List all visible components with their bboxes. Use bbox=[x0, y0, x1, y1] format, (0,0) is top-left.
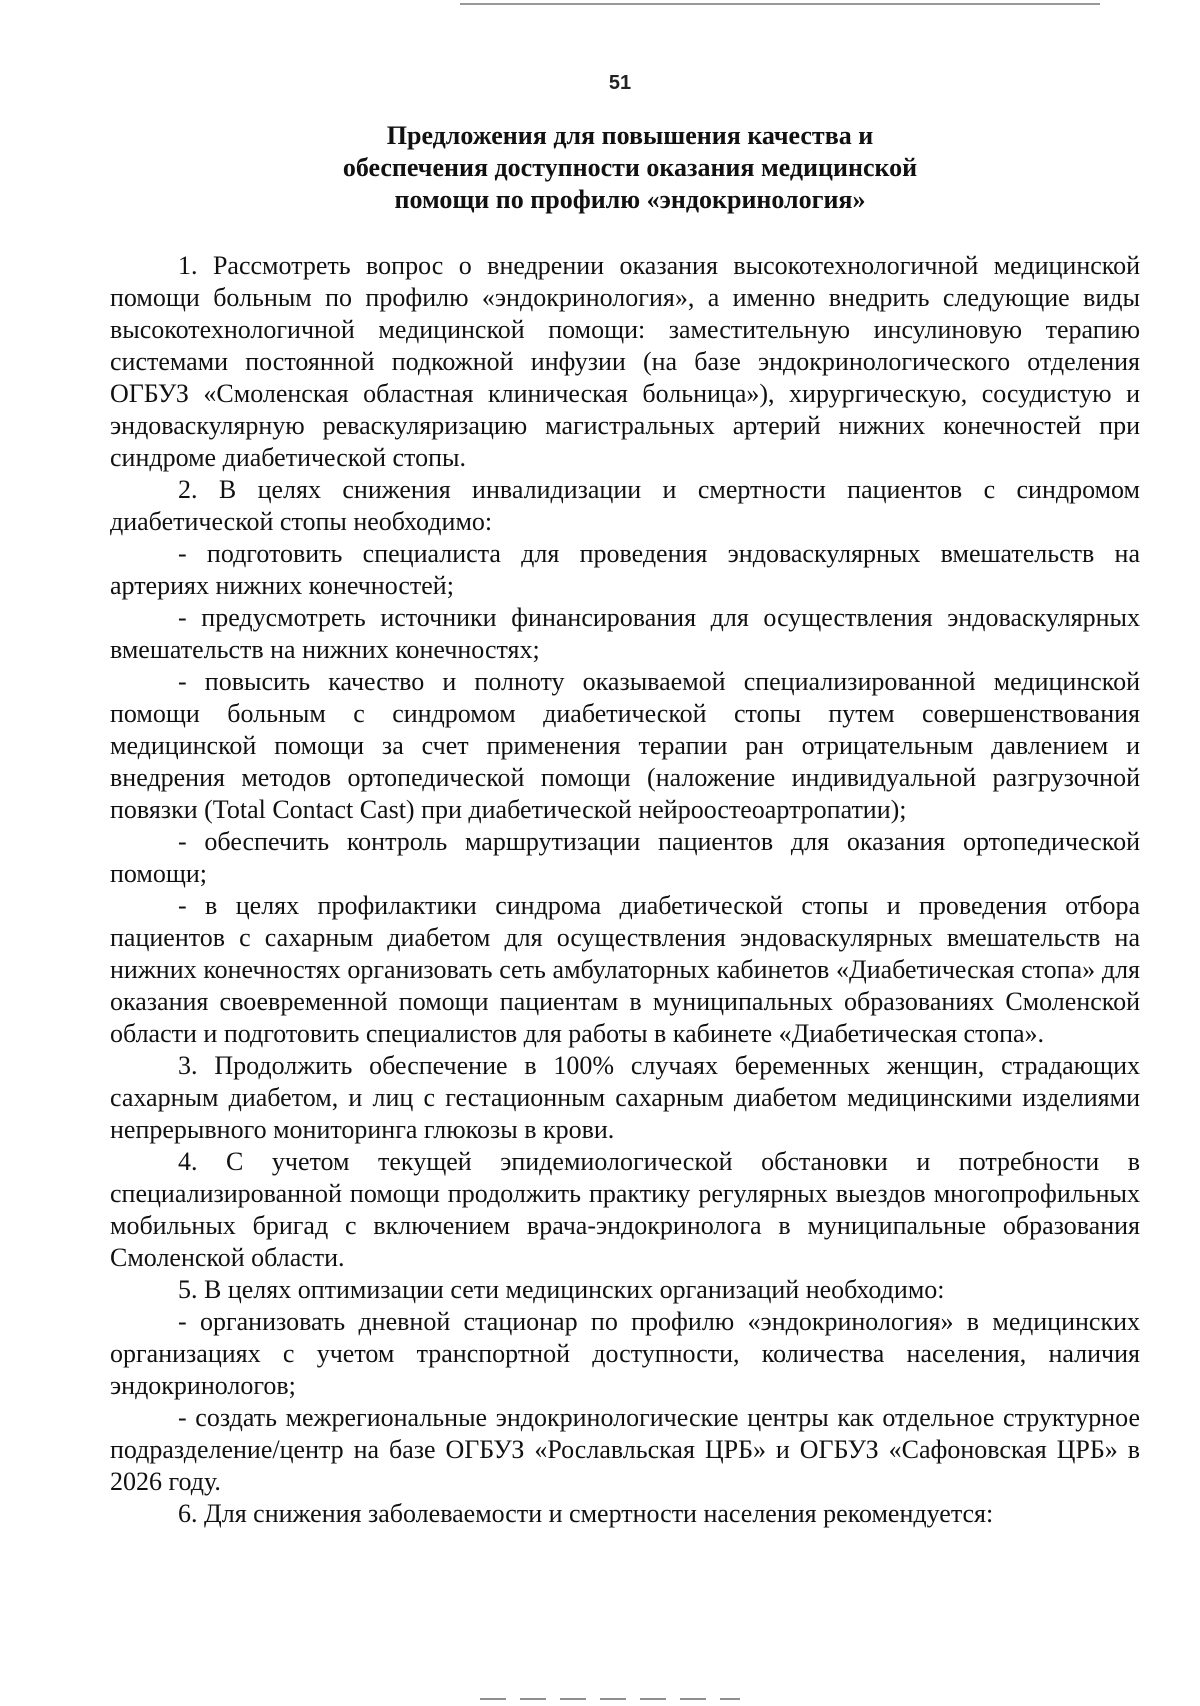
paragraph-4: - предусмотреть источники финансирования для осуществления эндоваскулярных вмешательств на нижних конечностях; bbox=[110, 603, 1140, 664]
page-number: 51 bbox=[608, 72, 632, 94]
paragraph-6: - обеспечить контроль маршрутизации пациентов для оказания ортопедической помощи; bbox=[110, 827, 1140, 888]
document-title bbox=[110, 120, 1150, 216]
paragraph-3: - подготовить специалиста для проведения эндоваскулярных вмешательств на артериях нижних конечностей; bbox=[110, 539, 1140, 600]
paragraph-12: - создать межрегиональные эндокринологические центры как отдельное структурное подразделение/центр на базе ОГБУЗ «Рославльская ЦРБ» и ОГБУЗ «Сафоновская ЦРБ» в 2026 году. bbox=[110, 1403, 1140, 1496]
paragraph-2: 2. В целях снижения инвалидизации и смертности пациентов с синдромом диабетической стопы необходимо: bbox=[110, 475, 1140, 536]
paragraph-1: 1. Рассмотреть вопрос о внедрении оказания высокотехнологичной медицинской помощи больным по профилю «эндокринология», а именно внедрить следующие виды высокотехнологичной медицинской помощи: заместительную инсулиновую терапию системами постоянной подкожной инфузии (на базе эндокринологического отделения ОГБУЗ «Смоленская областная клиническая больница»), хирургическую, сосудистую и эндоваскулярную реваскуляризацию магистральных артерий нижних конечностей при синдроме диабетической стопы. bbox=[110, 251, 1140, 472]
scan-edge-bottom bbox=[480, 1698, 740, 1700]
title-line-1: Предложения для повышения качества и bbox=[386, 121, 874, 150]
paragraph-8: 3. Продолжить обеспечение в 100% случаях беременных женщин, страдающих сахарным диабетом, и лиц с гестационным сахарным диабетом медицинскими изделиями непрерывного мониторинга глюкозы в крови. bbox=[110, 1051, 1140, 1144]
paragraph-13: 6. Для снижения заболеваемости и смертности населения рекомендуется: bbox=[178, 1499, 994, 1528]
scan-edge-top bbox=[460, 3, 1100, 5]
paragraph-5: - повысить качество и полноту оказываемой специализированной медицинской помощи больным с синдромом диабетической стопы путем совершенствования медицинской помощи за счет применения терапии ран отрицательным давлением и внедрения методов ортопедической помощи (наложение индивидуальной разгрузочной повязки (Total Contact Cast) при диабетической нейроостеоартропатии); bbox=[110, 667, 1140, 824]
document-body bbox=[110, 250, 1140, 1530]
paragraph-11: - организовать дневной стационар по профилю «эндокринология» в медицинских организациях с учетом транспортной доступности, количества населения, наличия эндокринологов; bbox=[110, 1307, 1140, 1400]
title-line-2: обеспечения доступности оказания медицинской bbox=[342, 153, 918, 182]
paragraph-9: 4. С учетом текущей эпидемиологической обстановки и потребности в специализированной помощи продолжить практику регулярных выездов многопрофильных мобильных бригад с включением врача-эндокринолога в муниципальные образования Смоленской области. bbox=[110, 1147, 1140, 1272]
paragraph-7: - в целях профилактики синдрома диабетической стопы и проведения отбора пациентов с сахарным диабетом для осуществления эндоваскулярных вмешательств на нижних конечностях организовать сеть амбулаторных кабинетов «Диабетическая стопа» для оказания своевременной помощи пациентам в муниципальных образованиях Смоленской области и подготовить специалистов для работы в кабинете «Диабетическая стопа». bbox=[110, 891, 1140, 1048]
paragraph-10: 5. В целях оптимизации сети медицинских организаций необходимо: bbox=[178, 1275, 945, 1304]
title-line-3: помощи по профилю «эндокринология» bbox=[394, 185, 866, 214]
